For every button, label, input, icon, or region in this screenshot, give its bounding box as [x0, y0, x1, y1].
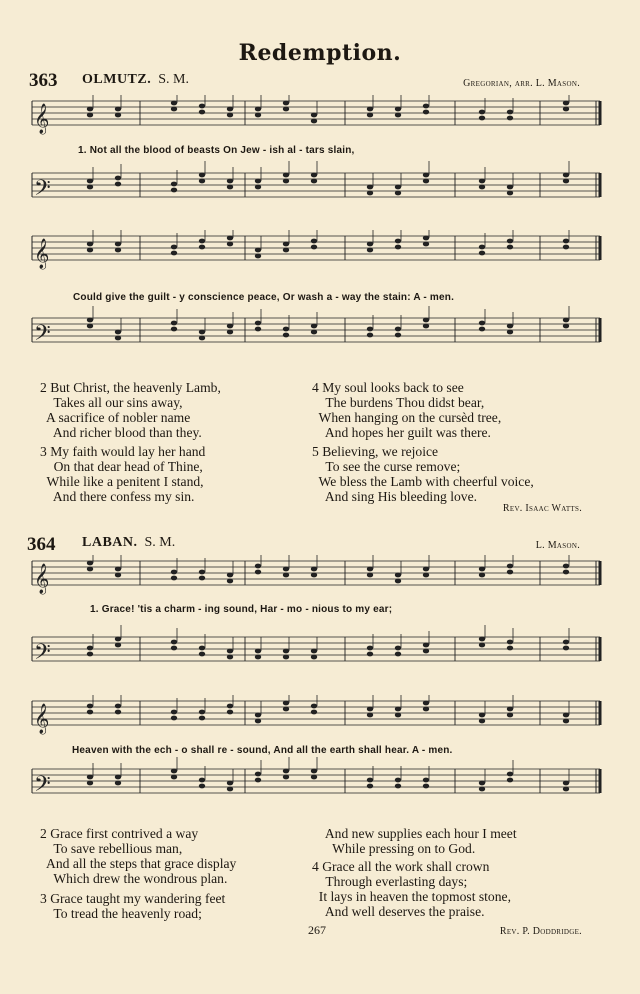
meter: S. M.: [158, 72, 189, 87]
lyric-line: 1. Grace! 'tis a charm - ing sound, Har - mo - nious to my ear;: [90, 604, 393, 615]
composer-credit: L. Mason.: [535, 540, 580, 551]
verse: 5 Believing, we rejoice To see the curse remove; We bless the Lamb with cheerful voice, And sing His bleeding love.: [312, 444, 534, 504]
verse: 4 My soul looks back to see The burdens Thou didst bear, When hanging on the cursèd tree, And hopes her guilt was there.: [312, 380, 502, 440]
bass-staff: [32, 757, 600, 802]
lyric-line: Could give the guilt - y conscience peace, Or wash a - way the stain: A - men.: [73, 292, 455, 303]
svg-text:𝄢: 𝄢: [34, 772, 51, 802]
composer-credit: Gregorian, arr. L. Mason.: [463, 78, 580, 89]
svg-text:𝄢: 𝄢: [34, 321, 51, 351]
svg-text:𝄢: 𝄢: [34, 176, 51, 206]
tune-heading: [82, 72, 189, 88]
tune-heading: [82, 535, 175, 551]
treble-staff: [32, 230, 600, 270]
bass-staff: [32, 625, 600, 670]
bass-staff: [32, 161, 600, 206]
page-number: 267: [308, 923, 326, 937]
author-credit: Rev. P. Doddridge.: [499, 926, 582, 937]
tune-name: LABAN.: [82, 535, 138, 550]
section-title: Redemption.: [238, 40, 402, 66]
verse: 4 Grace all the work shall crown Through everlasting days; It lays in heaven the topmost stone, And well deserves the praise.: [312, 859, 511, 919]
svg-text:𝄞: 𝄞: [34, 104, 50, 134]
svg-text:𝄞: 𝄞: [34, 564, 50, 594]
hymn-number: 363: [29, 70, 58, 91]
bass-staff: [32, 306, 600, 351]
verse: And new supplies each hour I meet While pressing on to God.: [324, 826, 517, 856]
music-system: [0, 555, 640, 695]
svg-text:𝄢: 𝄢: [34, 640, 51, 670]
treble-staff: [32, 695, 600, 735]
verse: 2 But Christ, the heavenly Lamb, Takes all our sins away, A sacrifice of nobler name And richer blood than they.: [40, 380, 221, 440]
author-credit: Rev. Isaac Watts.: [502, 503, 582, 514]
svg-text:𝄞: 𝄞: [34, 704, 50, 734]
lyric-line: 1. Not all the blood of beasts On Jew - ish al - tars slain,: [78, 145, 355, 156]
music-system: [0, 95, 640, 225]
music-system: [0, 695, 640, 825]
verse: 3 Grace taught my wandering feet To tread the heavenly road;: [40, 891, 226, 921]
treble-staff: [32, 555, 600, 595]
treble-staff: [32, 95, 600, 135]
svg-text:𝄞: 𝄞: [34, 239, 50, 269]
lyric-line: Heaven with the ech - o shall re - sound, And all the earth shall hear. A - men.: [72, 745, 453, 756]
verse: 2 Grace first contrived a way To save rebellious man, And all the steps that grace display Which drew the wondrous plan.: [40, 826, 237, 886]
meter: S. M.: [144, 535, 176, 550]
verse: 3 My faith would lay her hand On that dear head of Thine, While like a penitent I stand, And there confess my sin.: [40, 444, 206, 504]
tune-name: OLMUTZ.: [82, 72, 152, 87]
hymn-number: 364: [27, 534, 56, 555]
